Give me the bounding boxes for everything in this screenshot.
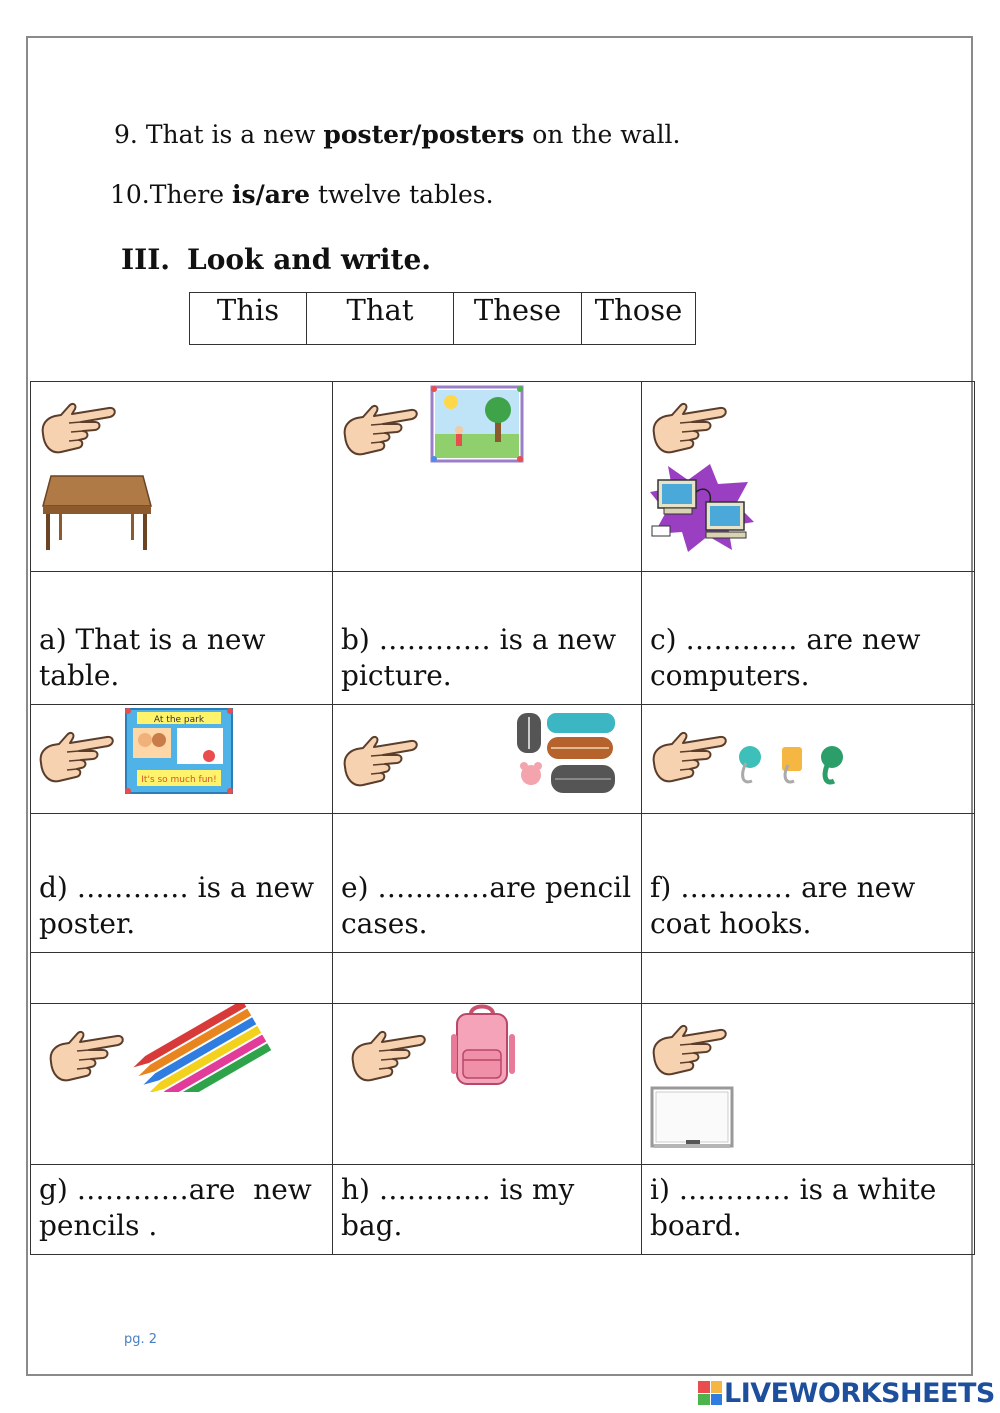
poster-title: At the park — [153, 715, 205, 725]
cell-h-picture — [333, 1004, 642, 1165]
brand-name: LIVEWORKSHEETS — [724, 1377, 995, 1409]
school-bag-icon — [449, 1004, 517, 1092]
item-g[interactable]: g) …………are new pencils . — [39, 1173, 321, 1242]
question-text-end: on the wall. — [524, 120, 681, 149]
cell-h-text — [333, 1165, 642, 1255]
pointing-hand-icon — [47, 1024, 129, 1086]
cell-d-picture — [31, 705, 333, 814]
section-title: Look and write. — [187, 243, 432, 276]
brand-logo-icon — [698, 1381, 722, 1405]
whiteboard-icon — [650, 1086, 734, 1152]
empty-cell — [31, 953, 333, 1004]
pointing-hand-icon — [650, 725, 732, 787]
item-i[interactable]: i) ………… is a white board. — [650, 1173, 937, 1242]
word-box-those: Those — [582, 293, 696, 345]
item-h[interactable]: h) ………… is my bag. — [341, 1173, 575, 1242]
cell-a-picture — [31, 382, 333, 572]
computers-icon — [648, 462, 756, 554]
pointing-hand-icon — [349, 1024, 431, 1086]
word-box-that: That — [307, 293, 454, 345]
pencil-cases-icon — [513, 709, 619, 797]
cell-d-text — [31, 814, 333, 953]
cell-c-text — [642, 572, 975, 705]
empty-cell — [333, 953, 642, 1004]
cell-g-text — [31, 1165, 333, 1255]
poster-icon — [123, 706, 235, 796]
question-9 — [114, 120, 680, 149]
pointing-hand-icon — [341, 398, 423, 460]
item-b[interactable]: b) ………… is a new picture. — [341, 623, 617, 692]
picture-grid — [30, 381, 975, 1255]
question-number: 9. — [114, 120, 138, 149]
cell-e-picture — [333, 705, 642, 814]
question-10 — [110, 180, 494, 209]
cell-f-text — [642, 814, 975, 953]
word-box — [189, 292, 696, 345]
section-number: III. — [121, 243, 171, 276]
item-c[interactable]: c) ………… are new computers. — [650, 623, 921, 692]
pointing-hand-icon — [341, 729, 423, 791]
cell-a-text — [31, 572, 333, 705]
empty-cell — [642, 953, 975, 1004]
cell-b-text — [333, 572, 642, 705]
answer-choices[interactable]: poster/posters — [323, 120, 525, 149]
item-a: a) That is a new table. — [39, 623, 266, 692]
cell-i-text — [642, 1165, 975, 1255]
cell-i-picture — [642, 1004, 975, 1165]
question-text: That is a new — [145, 120, 324, 149]
pointing-hand-icon — [39, 396, 121, 458]
answer-choices[interactable]: is/are — [232, 180, 311, 209]
item-d[interactable]: d) ………… is a new poster. — [39, 871, 315, 940]
picture-icon — [429, 384, 525, 464]
page-number: pg. 2 — [124, 1332, 158, 1347]
table-icon — [39, 470, 155, 554]
item-e[interactable]: e) …………are pencil cases. — [341, 871, 632, 940]
section-heading — [121, 243, 431, 276]
cell-f-picture — [642, 705, 975, 814]
word-box-these: These — [454, 293, 582, 345]
question-text: There — [149, 180, 233, 209]
cell-g-picture — [31, 1004, 333, 1165]
cell-c-picture — [642, 382, 975, 572]
word-box-this: This — [190, 293, 307, 345]
cell-e-text — [333, 814, 642, 953]
poster-caption: It's so much fun! — [141, 775, 217, 785]
question-number: 10. — [110, 180, 150, 209]
liveworksheets-logo[interactable] — [698, 1378, 995, 1408]
cell-b-picture — [333, 382, 642, 572]
pointing-hand-icon — [37, 725, 119, 787]
pointing-hand-icon — [650, 1018, 732, 1080]
pencils-icon — [129, 1004, 277, 1092]
coat-hooks-icon — [734, 745, 854, 789]
question-text-end: twelve tables. — [310, 180, 494, 209]
item-f[interactable]: f) ………… are new coat hooks. — [650, 871, 916, 940]
pointing-hand-icon — [650, 396, 732, 458]
